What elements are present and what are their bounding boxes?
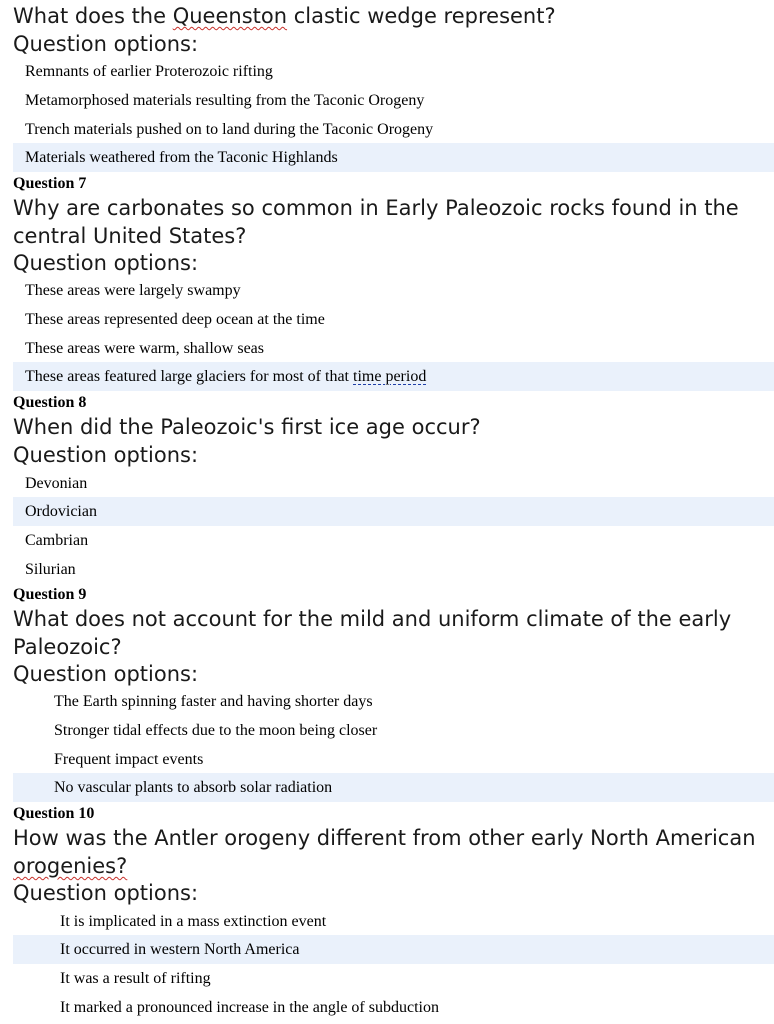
question-6-text-part: clastic wedge represent?: [287, 4, 556, 28]
question-10-options-label: Question options:: [13, 881, 199, 905]
q7-option-1[interactable]: These areas were largely swampy: [25, 282, 241, 299]
q9-option-4[interactable]: No vascular plants to absorb solar radiation: [13, 773, 774, 802]
question-9-options-label: Question options:: [13, 662, 199, 686]
question-8-options-label: Question options:: [13, 443, 199, 467]
q6-option-1[interactable]: Remnants of earlier Proterozoic rifting: [25, 63, 273, 80]
q6-option-4[interactable]: Materials weathered from the Taconic Highlands: [13, 143, 774, 172]
spelling-flag: Queenston: [172, 4, 288, 28]
question-10-number: Question 10: [13, 805, 95, 822]
question-10-text-part: How was the Antler orogeny different from other early North American: [13, 826, 756, 850]
question-8-number: Question 8: [13, 394, 87, 411]
question-10-text: [13, 824, 763, 880]
q8-option-3[interactable]: Cambrian: [25, 532, 89, 549]
q6-option-3[interactable]: Trench materials pushed on to land during the Taconic Orogeny: [25, 121, 434, 138]
question-6-text-part: What does the: [13, 4, 173, 28]
q10-option-3[interactable]: It was a result of rifting: [60, 970, 211, 987]
q10-option-4[interactable]: It marked a pronounced increase in the angle of subduction: [60, 999, 439, 1016]
q8-option-1[interactable]: Devonian: [25, 475, 88, 492]
q9-option-2[interactable]: Stronger tidal effects due to the moon being closer: [54, 722, 378, 739]
question-7-number: Question 7: [13, 175, 87, 192]
q9-option-3[interactable]: Frequent impact events: [54, 751, 204, 768]
q7-option-3[interactable]: These areas were warm, shallow seas: [25, 340, 265, 357]
grammar-flag: time period: [353, 368, 427, 385]
question-9-number: Question 9: [13, 586, 87, 603]
question-8-text: When did the Paleozoic's first ice age occur?: [13, 415, 481, 439]
question-6-options-label: Question options:: [13, 32, 199, 56]
question-7-text: Why are carbonates so common in Early Paleozoic rocks found in the central United States?: [13, 196, 739, 248]
q8-option-4[interactable]: Silurian: [25, 561, 76, 578]
spelling-flag: orogenies?: [13, 854, 128, 878]
question-6-text: [13, 2, 763, 30]
q7-option-2[interactable]: These areas represented deep ocean at the time: [25, 311, 325, 328]
q7-option-4-text: These areas featured large glaciers for most of that: [25, 368, 353, 385]
q6-option-2[interactable]: Metamorphosed materials resulting from the Taconic Orogeny: [25, 92, 425, 109]
q8-option-2[interactable]: Ordovician: [13, 497, 774, 526]
q10-option-2[interactable]: It occurred in western North America: [13, 935, 774, 964]
q10-option-1[interactable]: It is implicated in a mass extinction event: [60, 913, 327, 930]
question-7-options-label: Question options:: [13, 251, 199, 275]
q7-option-4[interactable]: [13, 362, 774, 391]
q9-option-1[interactable]: The Earth spinning faster and having shorter days: [54, 693, 373, 710]
question-9-text: What does not account for the mild and uniform climate of the early Paleozoic?: [13, 607, 732, 659]
